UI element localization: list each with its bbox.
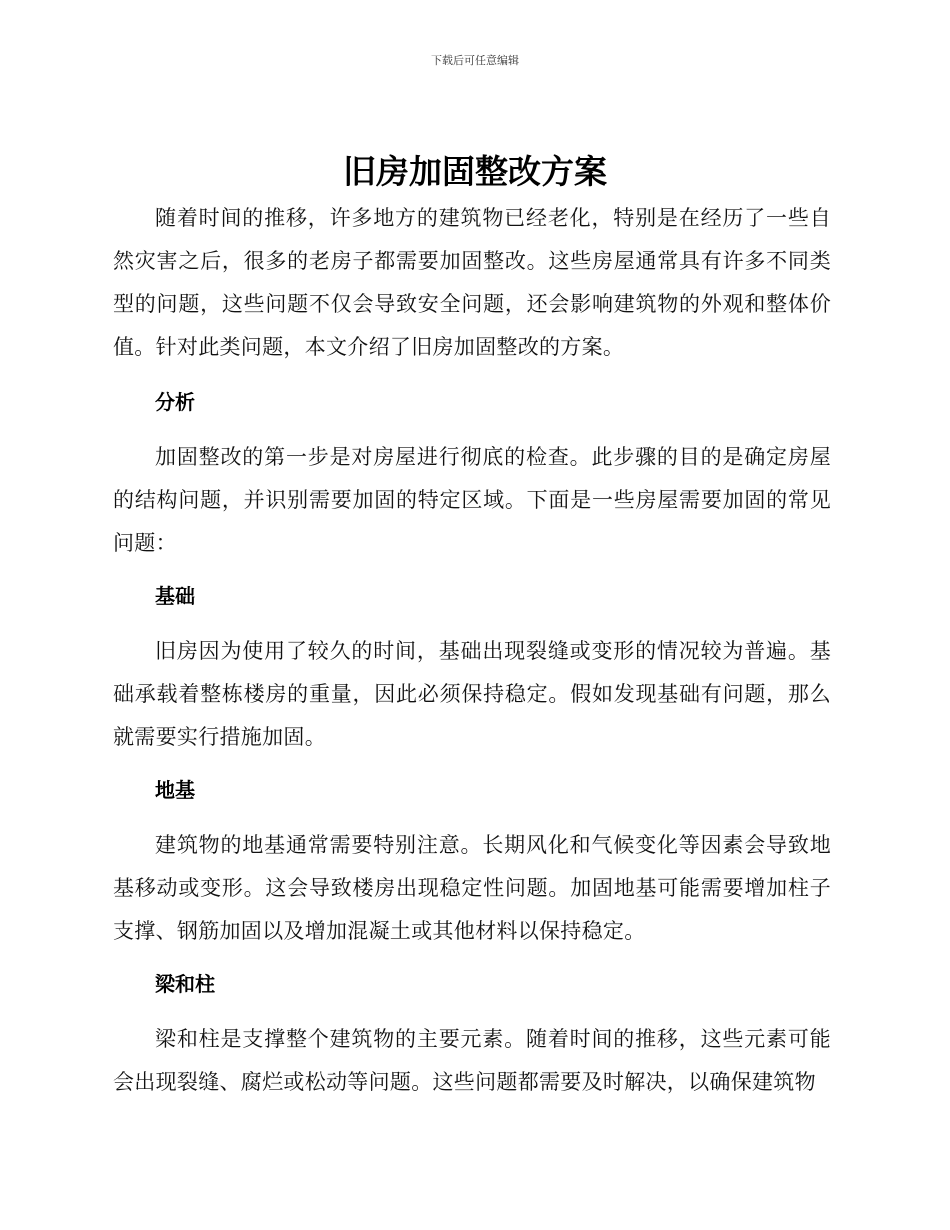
page-header-note: 下载后可任意编辑 — [431, 54, 519, 67]
section-heading-beams-columns: 梁和柱 — [155, 972, 215, 996]
section-paragraph-analysis: 加固整改的第一步是对房屋进行彻底的检查。此步骤的目的是确定房屋的结构问题，并识别需要加固的特定区域。下面是一些房屋需要加固的常见问题： — [113, 445, 831, 555]
section-paragraph-subgrade: 建筑物的地基通常需要特别注意。长期风化和气候变化等因素会导致地基移动或变形。这会导致楼房出现稳定性问题。加固地基可能需要增加柱子支撑、钢筋加固以及增加混凝土或其他材料以保持稳定。 — [113, 833, 831, 943]
section-paragraph-beams-columns: 梁和柱是支撑整个建筑物的主要元素。随着时间的推移，这些元素可能会出现裂缝、腐烂或松动等问题。这些问题都需要及时解决，以确保建筑物 — [113, 1027, 831, 1094]
section-heading-foundation: 基础 — [155, 584, 195, 608]
section-heading-analysis: 分析 — [155, 390, 195, 414]
intro-paragraph: 随着时间的推移，许多地方的建筑物已经老化，特别是在经历了一些自然灾害之后，很多的老房子都需要加固整改。这些房屋通常具有许多不同类型的问题，这些问题不仅会导致安全问题，还会影响建筑物的外观和整体价值。针对此类问题，本文介绍了旧房加固整改的方案。 — [113, 206, 831, 359]
section-paragraph-foundation: 旧房因为使用了较久的时间，基础出现裂缝或变形的情况较为普遍。基础承载着整栋楼房的重量，因此必须保持稳定。假如发现基础有问题，那么就需要实行措施加固。 — [113, 639, 831, 749]
document-title: 旧房加固整改方案 — [343, 152, 607, 191]
section-heading-subgrade: 地基 — [155, 778, 195, 802]
